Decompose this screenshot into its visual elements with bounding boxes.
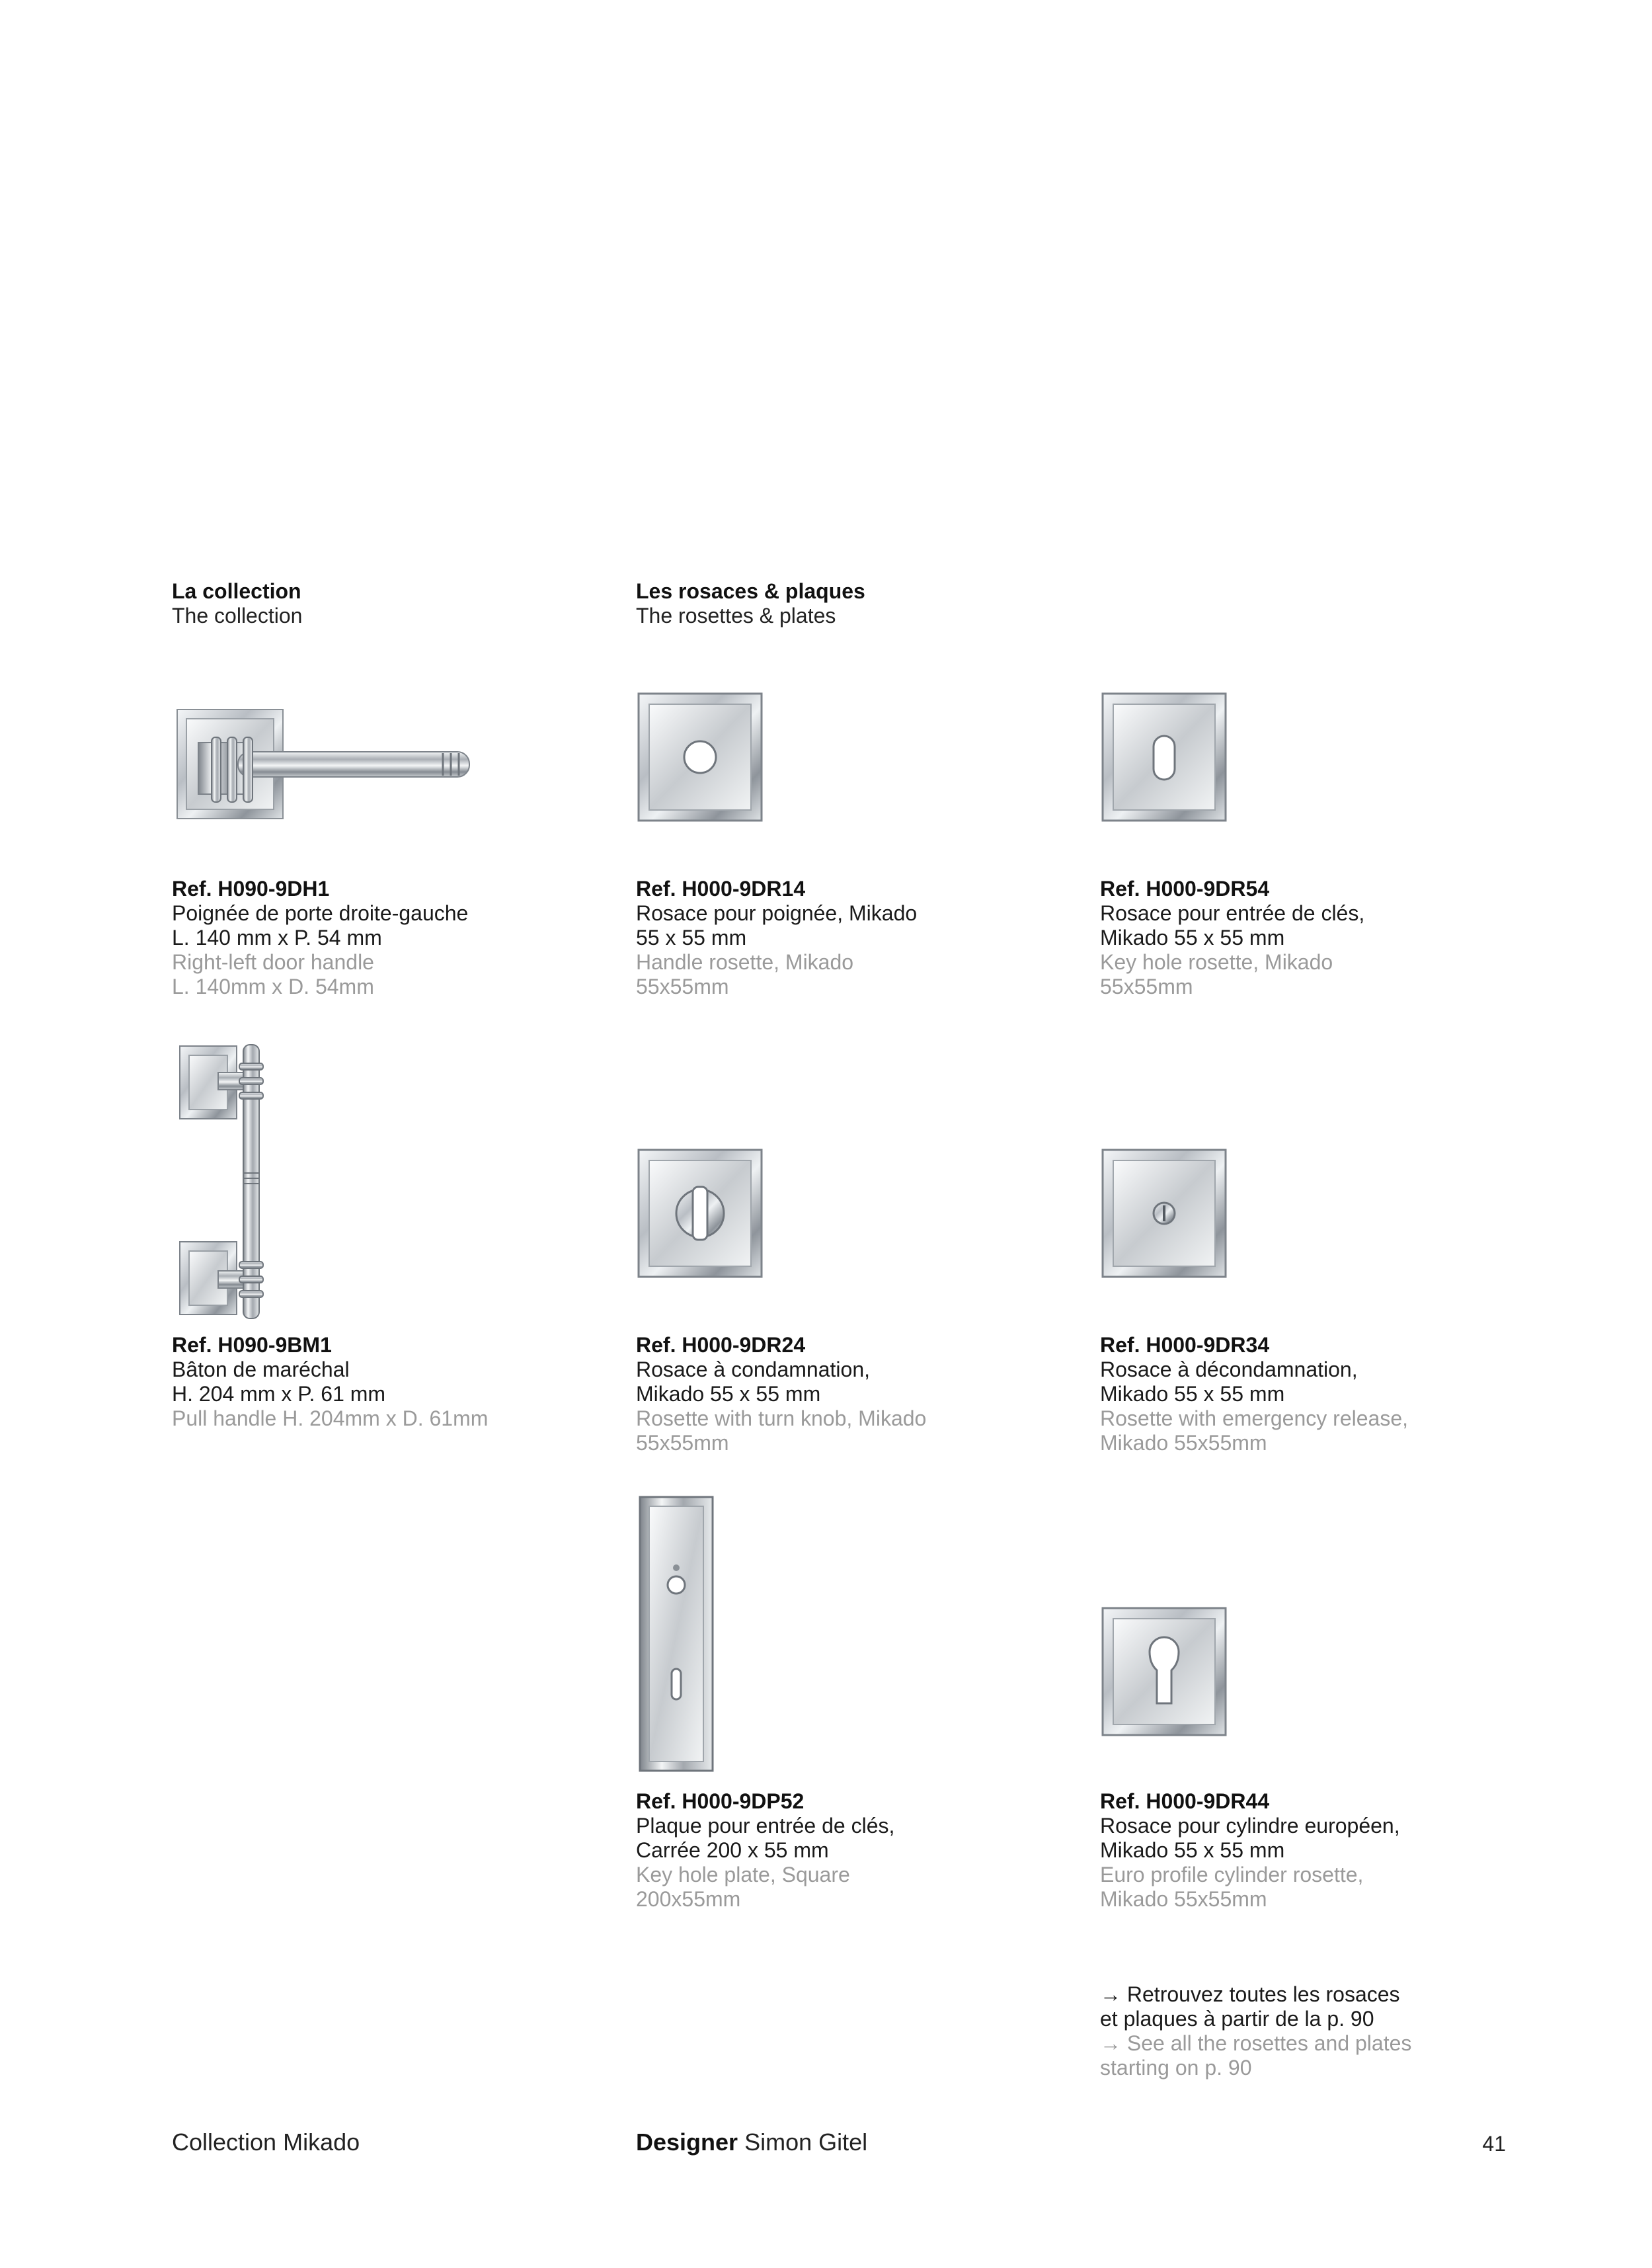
product-desc-en: Pull handle H. 204mm x D. 61mm bbox=[172, 1406, 489, 1430]
product-h000-9dr54 bbox=[1100, 877, 1523, 999]
product-desc-fr: H. 204 mm x P. 61 mm bbox=[172, 1382, 386, 1406]
product-h000-9dr24 bbox=[636, 1333, 1059, 1455]
product-h000-9dr14 bbox=[636, 877, 1059, 999]
product-desc-en: L. 140mm x D. 54mm bbox=[172, 975, 374, 998]
product-h000-9dr34 bbox=[1100, 1333, 1523, 1455]
product-h090-9bm1 bbox=[172, 1333, 595, 1431]
keyhole-rosette-image bbox=[1101, 692, 1227, 822]
product-desc-en: Euro profile cylinder rosette, bbox=[1100, 1863, 1364, 1886]
product-desc-en: 55x55mm bbox=[636, 1431, 729, 1455]
product-desc-fr: Mikado 55 x 55 mm bbox=[1100, 1838, 1285, 1862]
header-rosettes-en: The rosettes & plates bbox=[636, 604, 836, 628]
product-desc-fr: 55 x 55 mm bbox=[636, 926, 747, 950]
product-desc-fr: Bâton de maréchal bbox=[172, 1357, 350, 1381]
product-desc-fr: Mikado 55 x 55 mm bbox=[1100, 1382, 1285, 1406]
product-desc-en: Rosette with emergency release, bbox=[1100, 1406, 1408, 1430]
product-h000-9dp52 bbox=[636, 1789, 1059, 1912]
product-desc-en: 200x55mm bbox=[636, 1887, 741, 1911]
note-en: → See all the rosettes and plates bbox=[1100, 2031, 1412, 2055]
product-ref: Ref. H090-9DH1 bbox=[172, 877, 330, 901]
footer-designer bbox=[636, 2129, 867, 2156]
note-en: starting on p. 90 bbox=[1100, 2056, 1252, 2080]
handle-rosette-image bbox=[637, 692, 763, 822]
footer-designer-label: Designer bbox=[636, 2128, 738, 2156]
product-desc-en: Rosette with turn knob, Mikado bbox=[636, 1406, 927, 1430]
product-ref: Ref. H000-9DP52 bbox=[636, 1789, 805, 1813]
header-collection-fr: La collection bbox=[172, 579, 301, 603]
note-fr: et plaques à partir de la p. 90 bbox=[1100, 2007, 1374, 2031]
product-desc-fr: Rosace pour poignée, Mikado bbox=[636, 901, 918, 925]
product-ref: Ref. H000-9DR14 bbox=[636, 877, 806, 901]
header-collection-en: The collection bbox=[172, 604, 303, 628]
euro-cylinder-rosette-image bbox=[1101, 1607, 1227, 1736]
product-desc-en: Mikado 55x55mm bbox=[1100, 1431, 1267, 1455]
product-desc-en: 55x55mm bbox=[636, 975, 729, 998]
product-ref: Ref. H000-9DR24 bbox=[636, 1333, 806, 1357]
note-fr: → Retrouvez toutes les rosaces bbox=[1100, 1982, 1400, 2006]
product-desc-fr: Mikado 55 x 55 mm bbox=[636, 1382, 821, 1406]
product-desc-fr: Rosace à condamnation, bbox=[636, 1357, 870, 1381]
product-desc-fr: Poignée de porte droite-gauche bbox=[172, 901, 469, 925]
header-rosettes-fr: Les rosaces & plaques bbox=[636, 579, 865, 603]
product-desc-en: Key hole plate, Square bbox=[636, 1863, 850, 1886]
footer-collection: Collection Mikado bbox=[172, 2128, 360, 2156]
turn-knob-rosette-image bbox=[637, 1149, 763, 1278]
emergency-release-rosette-image bbox=[1101, 1149, 1227, 1278]
product-desc-fr: Mikado 55 x 55 mm bbox=[1100, 926, 1285, 950]
product-h090-9dh1 bbox=[172, 877, 595, 999]
product-desc-en: Handle rosette, Mikado bbox=[636, 950, 854, 974]
door-handle-image bbox=[172, 704, 483, 823]
product-ref: Ref. H000-9DR44 bbox=[1100, 1789, 1270, 1813]
product-ref: Ref. H000-9DR34 bbox=[1100, 1333, 1270, 1357]
product-desc-en: 55x55mm bbox=[1100, 975, 1193, 998]
product-desc-fr: Rosace pour cylindre européen, bbox=[1100, 1814, 1400, 1838]
product-desc-en: Key hole rosette, Mikado bbox=[1100, 950, 1333, 974]
footer-designer-name: Simon Gitel bbox=[744, 2128, 868, 2156]
header-collection bbox=[172, 579, 302, 628]
product-desc-fr: Rosace pour entrée de clés, bbox=[1100, 901, 1365, 925]
page-number: 41 bbox=[1482, 2132, 1506, 2156]
product-desc-fr: Rosace à décondamnation, bbox=[1100, 1357, 1358, 1381]
product-h000-9dr44 bbox=[1100, 1789, 1523, 1912]
product-ref: Ref. H090-9BM1 bbox=[172, 1333, 332, 1357]
see-all-note bbox=[1100, 1982, 1523, 2080]
product-desc-fr: L. 140 mm x P. 54 mm bbox=[172, 926, 382, 950]
product-ref: Ref. H000-9DR54 bbox=[1100, 877, 1270, 901]
product-desc-en: Mikado 55x55mm bbox=[1100, 1887, 1267, 1911]
keyhole-plate-image bbox=[639, 1496, 714, 1772]
pull-handle-image bbox=[178, 1043, 284, 1320]
product-desc-en: Right-left door handle bbox=[172, 950, 374, 974]
product-desc-fr: Carrée 200 x 55 mm bbox=[636, 1838, 829, 1862]
product-desc-fr: Plaque pour entrée de clés, bbox=[636, 1814, 895, 1838]
header-rosettes bbox=[636, 579, 865, 628]
